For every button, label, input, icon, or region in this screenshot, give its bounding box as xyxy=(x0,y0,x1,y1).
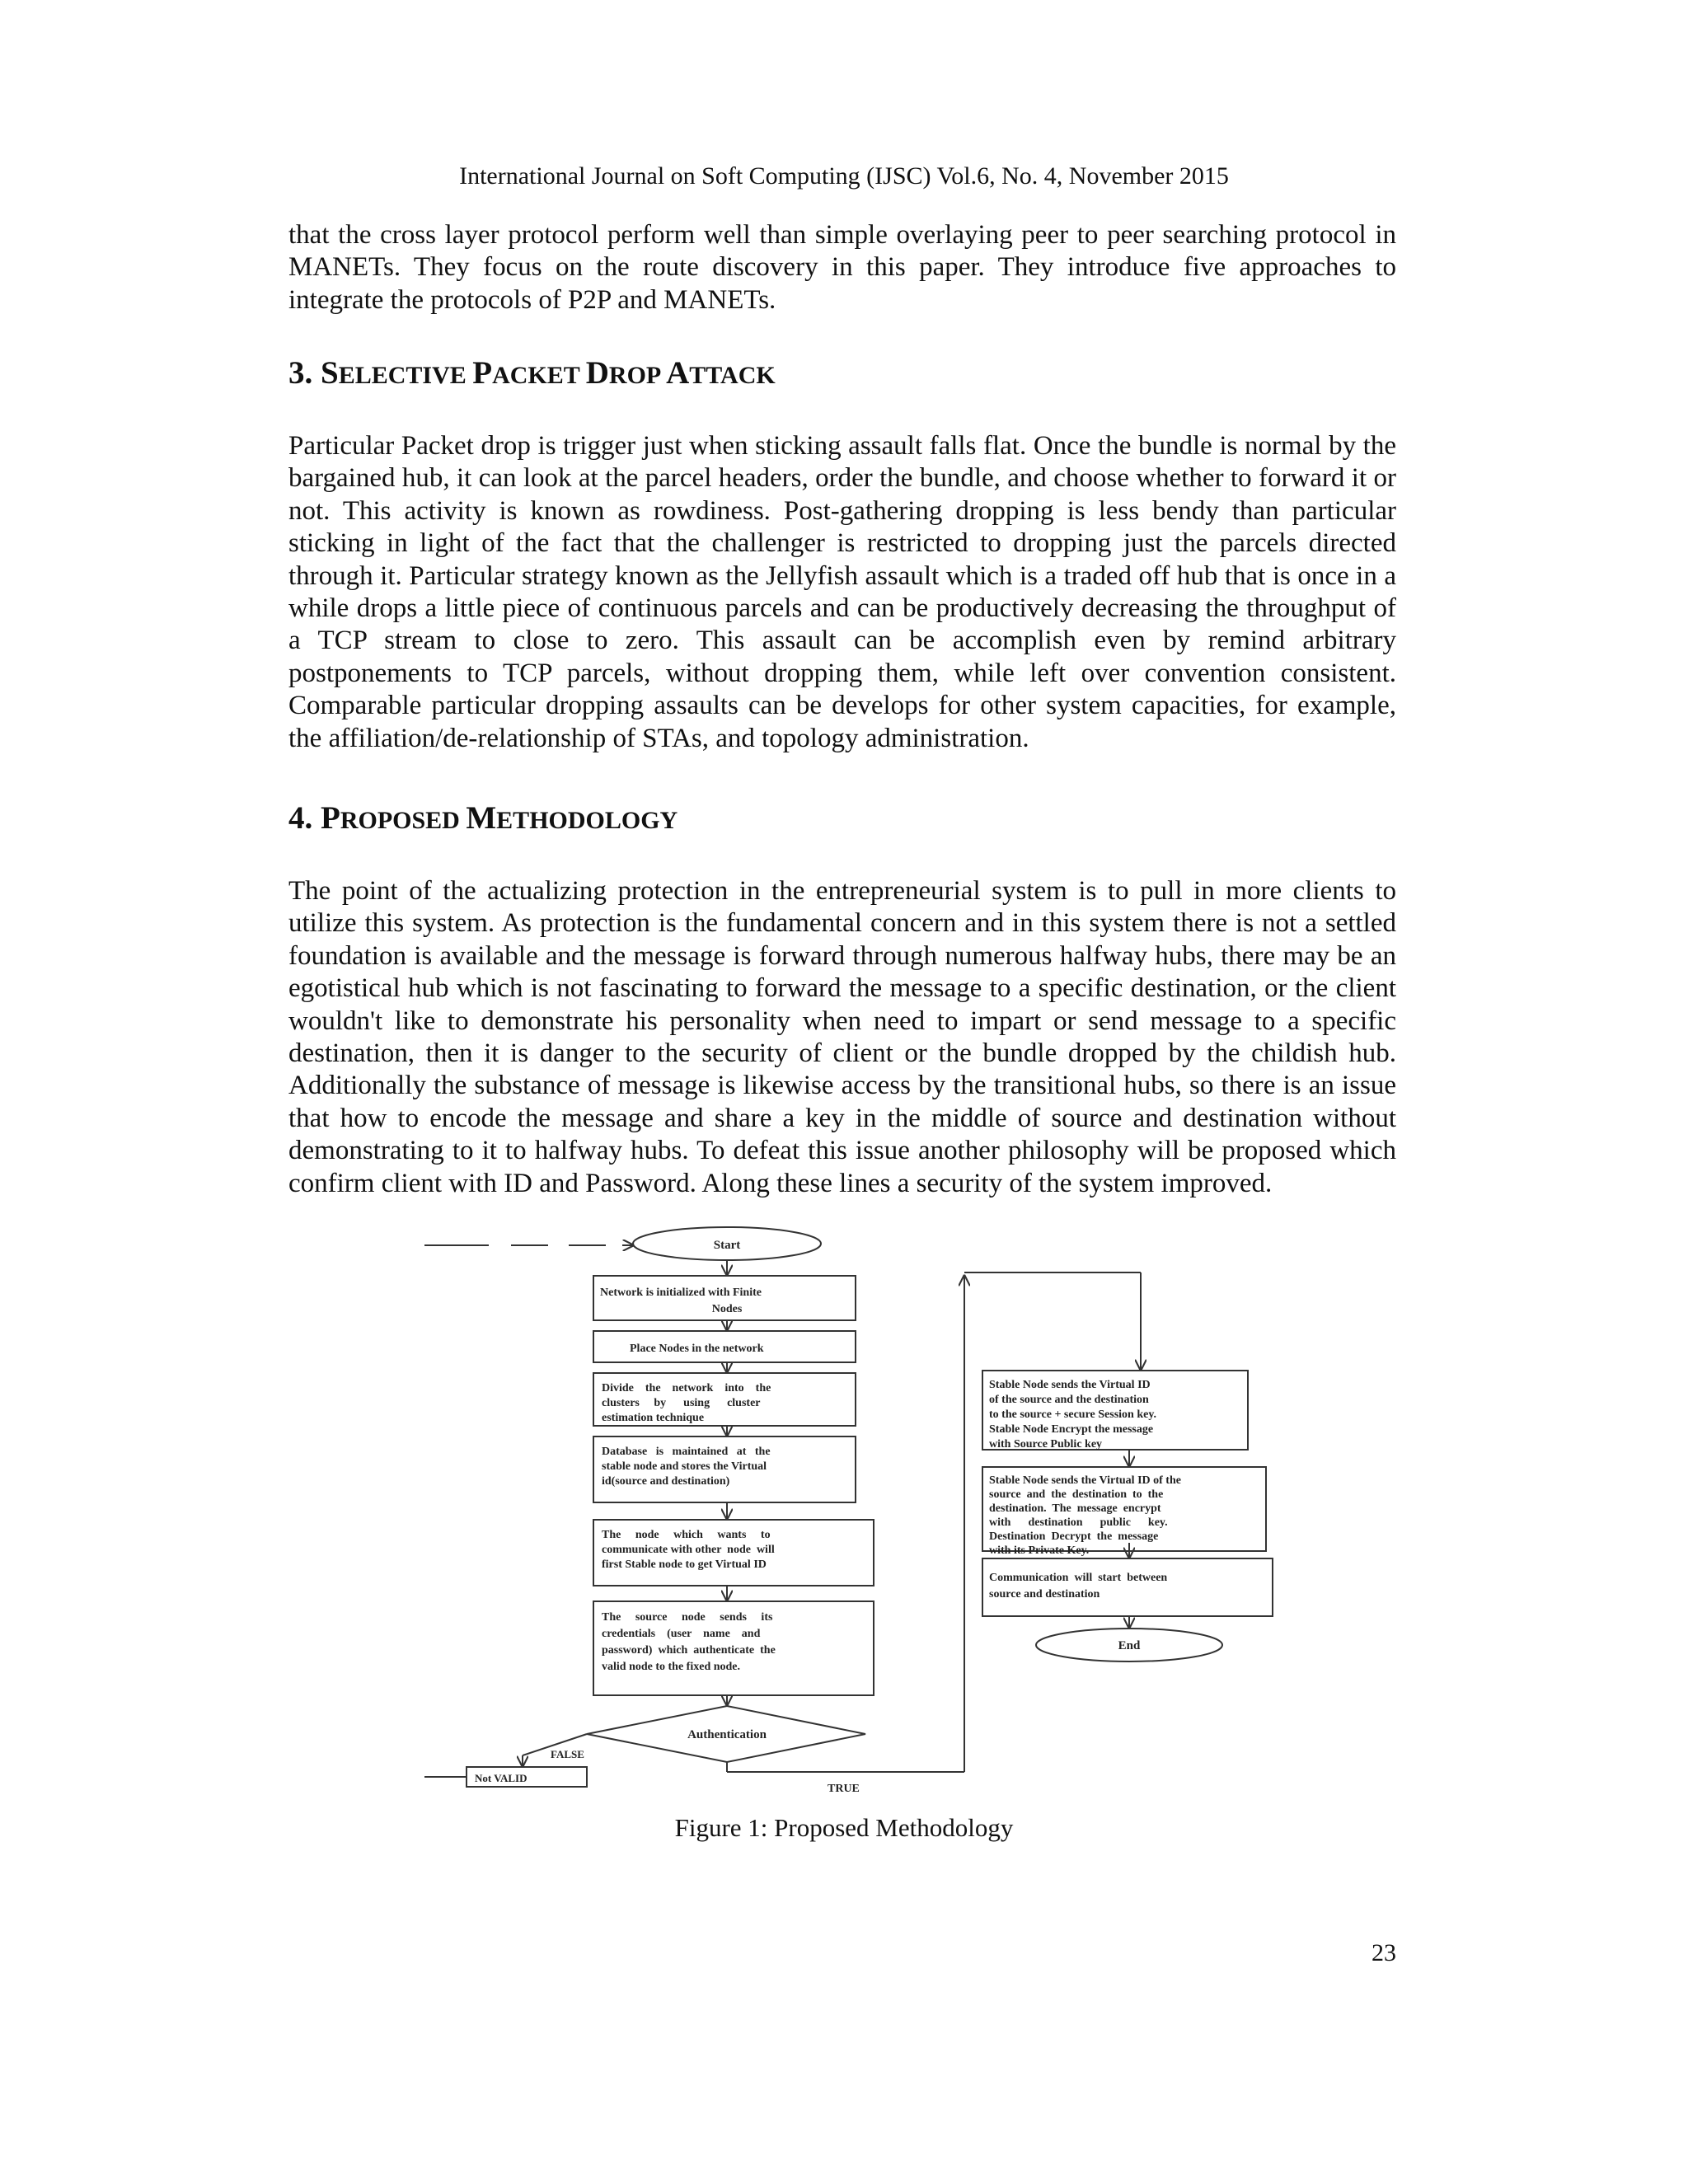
box6-line-1: The source node sends its xyxy=(602,1611,773,1624)
journal-header: International Journal on Soft Computing (IJSC) Vol.6, No. 4, November 2015 xyxy=(459,162,1229,190)
box3-line-1: Divide the network into the xyxy=(602,1382,771,1394)
section-3-paragraph: Particular Packet drop is trigger just when sticking assault falls flat. Once the bundle is normal by the bargained hub, it can look at the parcel headers, order the bundle, and choose whether to forward it or not. This activity is known as rowdiness. Post-gathering dropping is less bendy than particular sticking in light of the fact that the challenger is restricted to dropping just the parcels directed through it. Particular strategy known as the Jellyfish assault which is a traded off hub that is once in a while drops a little piece of continuous parcels and can be productively decreasing the throughput of a TCP stream to close to zero. This assault can be accomplish even by remind arbitrary postponements to TCP parcels, without dropping them, while left over convention consistent. Comparable particular dropping assaults can be develops for other system capacities, for example, the affiliation/de-relationship of STAs, and topology administration. xyxy=(288,431,1396,753)
box4-line-3: id(source and destination) xyxy=(602,1475,730,1488)
box5-line-3: first Stable node to get Virtual ID xyxy=(602,1558,767,1571)
end-label: End xyxy=(1118,1639,1141,1652)
box8-line-5: Destination Decrypt the message xyxy=(989,1530,1159,1543)
box1-line-1: Network is initialized with Finite xyxy=(600,1286,762,1299)
box6-line-2: credentials (user name and xyxy=(602,1628,761,1640)
flow-box-9 xyxy=(982,1558,1273,1616)
box7-line-5: with Source Public key xyxy=(989,1438,1103,1451)
box7-line-3: to the source + secure Session key. xyxy=(989,1408,1157,1421)
box7-line-1: Stable Node sends the Virtual ID xyxy=(989,1379,1151,1391)
box3-line-2: clusters by using cluster xyxy=(602,1397,761,1409)
box8-line-2: source and the destination to the xyxy=(989,1488,1164,1501)
box5-line-1: The node which wants to xyxy=(602,1529,771,1541)
box4-line-2: stable node and stores the Virtual xyxy=(602,1460,767,1473)
page-number: 23 xyxy=(1372,1939,1396,1966)
box9-line-1: Communication will start between xyxy=(989,1572,1168,1584)
true-label: TRUE xyxy=(828,1783,860,1795)
box2-line-1: Place Nodes in the network xyxy=(630,1343,764,1355)
box6-line-4: valid node to the fixed node. xyxy=(602,1661,741,1673)
section-3-heading: 3. SELECTIVE PACKET DROP ATTACK xyxy=(288,355,776,391)
box7-line-2: of the source and the destination xyxy=(989,1394,1149,1406)
section-4-paragraph: The point of the actualizing protection in the entrepreneurial system is to pull in more clients to utilize this system. As protection is the fundamental concern and in this system there is not a settled foundation is available and the message is forward through numerous halfway hubs, there may be an egotistical hub which is not fascinating to forward the message to a specific destination, or the client wouldn't like to demonstrate his personality when need to impart or send message to a specific destination, then it is danger to the security of client or the bundle dropped by the childish hub. Additionally the substance of message is likewise access by the transitional hubs, so there is an issue that how to encode the message and share a key in the middle of source and destination without demonstrating to it to halfway hubs. To defeat this issue another philosophy will be proposed which confirm client with ID and Password. Along these lines a security of the system improved. xyxy=(288,876,1396,1198)
intro-paragraph: that the cross layer protocol perform well than simple overlaying peer to peer searching protocol in MANETs. They focus on the route discovery in this paper. They introduce five approaches to integrate the protocols of P2P and MANETs. xyxy=(288,220,1396,315)
box4-line-1: Database is maintained at the xyxy=(602,1446,771,1458)
box8-line-1: Stable Node sends the Virtual ID of the xyxy=(989,1474,1181,1487)
box5-line-2: communicate with other node will xyxy=(602,1544,775,1556)
box6-line-3: password) which authenticate the xyxy=(602,1644,776,1657)
decision-label: Authentication xyxy=(687,1728,767,1741)
box3-line-3: estimation technique xyxy=(602,1412,705,1424)
box8-line-4: with destination public key. xyxy=(989,1516,1168,1529)
box8-line-3: destination. The message encrypt xyxy=(989,1502,1161,1515)
box7-line-4: Stable Node Encrypt the message xyxy=(989,1423,1154,1436)
box9-line-2: source and destination xyxy=(989,1588,1100,1601)
box8-line-6: with its Private Key. xyxy=(989,1544,1090,1557)
section-4-heading: 4. PROPOSED METHODOLOGY xyxy=(288,800,678,836)
false-label: FALSE xyxy=(551,1748,584,1760)
start-label: Start xyxy=(713,1239,741,1252)
box1-line-2: Nodes xyxy=(711,1303,743,1315)
figure-caption: Figure 1: Proposed Methodology xyxy=(674,1813,1014,1842)
not-valid-label: Not VALID xyxy=(475,1772,528,1784)
